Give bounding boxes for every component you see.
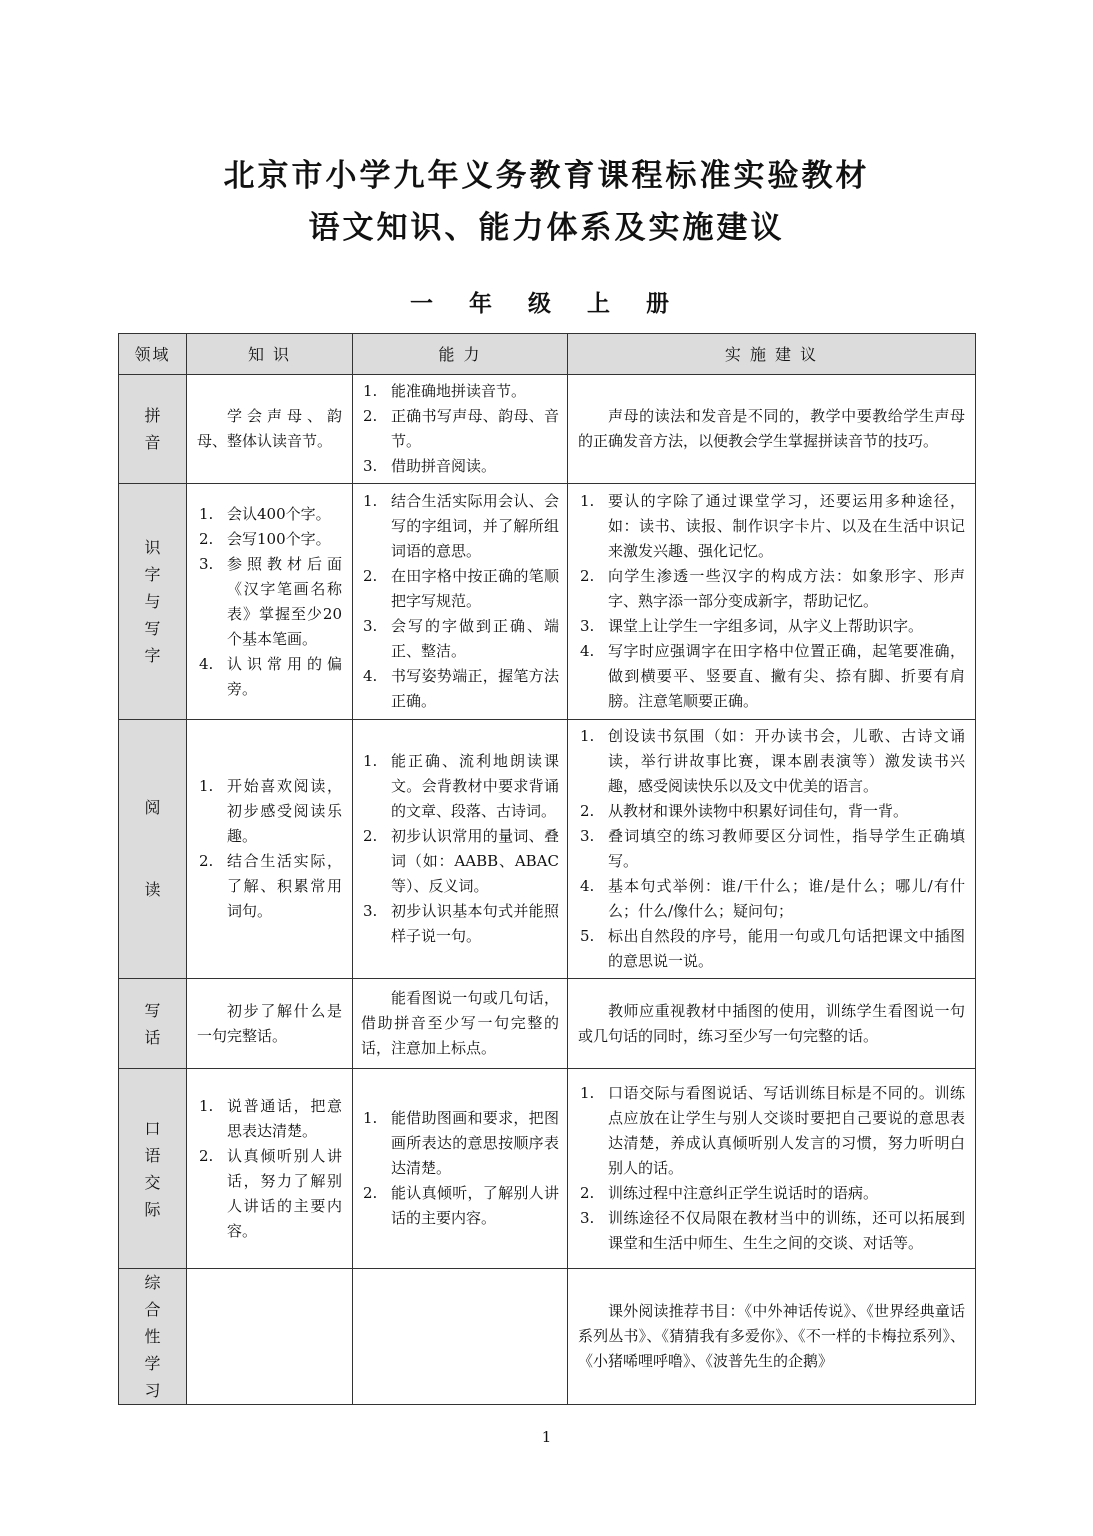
list-item-number: 4. — [580, 877, 595, 895]
list-item-number: 1. — [580, 1084, 595, 1102]
list-item-number: 3. — [580, 1209, 595, 1227]
ability-cell — [353, 1269, 568, 1405]
list-item — [361, 614, 559, 664]
list-item-number: 2. — [580, 802, 595, 820]
list-item-number: 1. — [199, 1096, 214, 1115]
list-item-text: 叠词填空的练习教师要区分词性，指导学生正确填写。 — [608, 827, 965, 870]
suggestion-cell — [568, 484, 976, 720]
suggestion-cell — [568, 720, 976, 979]
list-item — [578, 1206, 965, 1256]
list-item-text: 基本句式举例：谁/干什么；谁/是什么；哪儿/有什么；什么/像什么；疑问句； — [608, 877, 965, 920]
list-item-number: 2. — [363, 827, 378, 845]
list-item-number: 2. — [363, 407, 378, 425]
list-item-text: 初步认识常用的量词、叠词（如：AABB、ABAC等）、反义词。 — [391, 827, 559, 895]
list-item — [197, 552, 342, 652]
list-item-text: 训练途径不仅局限在教材当中的训练，还可以拓展到课堂和生活中师生、生生之间的交谈、对话等。 — [608, 1209, 965, 1252]
list-item-number: 2. — [363, 1184, 378, 1202]
list-item-number: 1. — [363, 752, 378, 770]
list-item-text: 会写100个字。 — [227, 529, 331, 548]
domain-label: 口语交际 — [144, 1118, 161, 1219]
domain-cell — [119, 979, 187, 1069]
numbered-list — [197, 1094, 342, 1244]
list-item — [578, 924, 965, 974]
header-domain: 领域 — [119, 334, 187, 375]
cell-paragraph: 能看图说一句或几句话，借助拼音至少写一句完整的话，注意加上标点。 — [361, 989, 559, 1057]
list-item — [578, 639, 965, 714]
list-item-number: 3. — [580, 617, 595, 635]
list-item-text: 借助拼音阅读。 — [391, 457, 497, 475]
numbered-list — [361, 379, 559, 479]
numbered-list — [578, 489, 965, 714]
list-item-number: 2. — [199, 1146, 214, 1165]
header-knowledge: 知 识 — [187, 334, 353, 375]
ability-cell — [353, 484, 568, 720]
list-item — [361, 749, 559, 824]
list-item-number: 2. — [580, 1184, 595, 1202]
list-item — [361, 454, 559, 479]
numbered-list — [361, 749, 559, 949]
numbered-list — [197, 502, 342, 702]
header-suggestion: 实 施 建 议 — [568, 334, 976, 375]
list-item-number: 1. — [363, 492, 378, 510]
list-item — [361, 664, 559, 714]
list-item-number: 2. — [199, 529, 214, 548]
list-item-number: 1. — [199, 777, 214, 795]
suggestion-cell — [568, 375, 976, 484]
cell-paragraph: 学会声母、韵母、整体认读音节。 — [197, 407, 342, 450]
suggestion-cell — [568, 1269, 976, 1405]
list-item — [361, 489, 559, 564]
domain-cell — [119, 375, 187, 484]
cell-paragraph: 教师应重视教材中插图的使用，训练学生看图说一句或几句话的同时，练习至少写一句完整的话。 — [578, 1001, 965, 1045]
list-item-number: 2. — [580, 567, 595, 585]
table-row — [119, 484, 976, 720]
list-item-number: 4. — [199, 654, 214, 673]
list-item-text: 书写姿势端正，握笔方法正确。 — [391, 667, 559, 710]
list-item-text: 写字时应强调字在田字格中位置正确，起笔要准确，做到横要平、竖要直、撇有尖、捺有脚、折要有肩膀。注意笔顺要正确。 — [608, 642, 965, 710]
list-item-text: 创设读书氛围（如：开办读书会，儿歌、古诗文诵读，举行讲故事比赛，课本剧表演等）激发读书兴趣，感受阅读快乐以及文中优美的语言。 — [608, 727, 965, 795]
list-item — [197, 652, 342, 702]
knowledge-cell — [187, 1269, 353, 1405]
domain-label: 综合性学习 — [144, 1273, 161, 1400]
list-item — [361, 404, 559, 454]
knowledge-cell — [187, 720, 353, 979]
list-item-number: 2. — [363, 567, 378, 585]
domain-label: 识字与写字 — [144, 538, 161, 665]
suggestion-cell — [568, 979, 976, 1069]
ability-cell — [353, 979, 568, 1069]
list-item — [197, 1144, 342, 1244]
header-ability: 能 力 — [353, 334, 568, 375]
list-item-number: 3. — [363, 457, 378, 475]
knowledge-cell — [187, 1069, 353, 1269]
list-item-number: 4. — [363, 667, 378, 685]
document-title-line2: 语文知识、能力体系及实施建议 — [308, 210, 785, 246]
numbered-list — [361, 489, 559, 714]
cell-paragraph: 初步了解什么是一句完整话。 — [197, 1001, 342, 1045]
list-item-text: 在田字格中按正确的笔顺把字写规范。 — [391, 567, 559, 610]
list-item-text: 能借助图画和要求，把图画所表达的意思按顺序表达清楚。 — [391, 1109, 559, 1177]
list-item-text: 要认的字除了通过课堂学习，还要运用多种途径，如：读书、读报、制作识字卡片、以及在生活中识记来激发兴趣、强化记忆。 — [608, 492, 965, 560]
list-item-number: 3. — [199, 554, 214, 573]
ability-cell — [353, 375, 568, 484]
list-item — [197, 774, 342, 849]
list-item-text: 能认真倾听，了解别人讲话的主要内容。 — [391, 1184, 559, 1227]
table-row — [119, 720, 976, 979]
list-item-text: 口语交际与看图说话、写话训练目标是不同的。训练点应放在让学生与别人交谈时要把自己要说的意思表达清楚，养成认真倾听别人发言的习惯，努力听明白别人的话。 — [608, 1084, 965, 1177]
list-item — [578, 614, 965, 639]
list-item-number: 5. — [580, 927, 595, 945]
list-item — [361, 1106, 559, 1181]
domain-label: 阅读 — [144, 798, 161, 899]
list-item — [578, 1081, 965, 1181]
list-item-number: 3. — [363, 617, 378, 635]
list-item-text: 能准确地拼读音节。 — [391, 382, 527, 400]
list-item — [197, 527, 342, 552]
list-item-number: 2. — [199, 852, 214, 870]
knowledge-cell — [187, 375, 353, 484]
list-item — [578, 1181, 965, 1206]
list-item-number: 1. — [363, 1109, 378, 1127]
numbered-list — [578, 724, 965, 974]
table-row — [119, 375, 976, 484]
document-subtitle: 一 年 级 上 册 — [409, 290, 684, 317]
list-item — [578, 564, 965, 614]
list-item-text: 结合生活实际用会认、会写的字组词，并了解所组词语的意思。 — [391, 492, 559, 560]
table-row — [119, 1269, 976, 1405]
list-item-number: 1. — [363, 382, 378, 400]
page-number: 1 — [541, 1428, 552, 1446]
list-item — [361, 564, 559, 614]
cell-paragraph: 课外阅读推荐书目：《中外神话传说》、《世界经典童话系列丛书》、《猜猜我有多爱你》、《不一样的卡梅拉系列》、《小猪唏哩呼噜》、《波普先生的企鹅》 — [578, 1302, 965, 1370]
list-item-text: 会认400个字。 — [227, 504, 331, 523]
ability-cell — [353, 720, 568, 979]
list-item — [578, 724, 965, 799]
list-item — [578, 799, 965, 824]
knowledge-cell — [187, 979, 353, 1069]
list-item-text: 从教材和课外读物中积累好词佳句，背一背。 — [608, 802, 909, 820]
list-item-text: 训练过程中注意纠正学生说话时的语病。 — [608, 1184, 879, 1202]
list-item — [361, 1181, 559, 1231]
list-item-text: 开始喜欢阅读，初步感受阅读乐趣。 — [227, 777, 342, 845]
list-item-number: 1. — [199, 504, 214, 523]
domain-cell — [119, 720, 187, 979]
list-item — [361, 824, 559, 899]
cell-paragraph: 声母的读法和发音是不同的，教学中要教给学生声母的正确发音方法，以便教会学生掌握拼读音节的技巧。 — [578, 407, 965, 450]
list-item-text: 结合生活实际，了解、积累常用词句。 — [227, 852, 342, 920]
list-item — [578, 489, 965, 564]
numbered-list — [578, 1081, 965, 1256]
list-item — [578, 874, 965, 924]
domain-cell — [119, 1069, 187, 1269]
document-title-line1: 北京市小学九年义务教育课程标准实验教材 — [223, 158, 870, 194]
list-item-text: 向学生渗透一些汉字的构成方法：如象形字、形声字、熟字添一部分变成新字，帮助记忆。 — [608, 567, 965, 610]
list-item-number: 4. — [580, 642, 595, 660]
list-item — [197, 502, 342, 527]
domain-cell — [119, 484, 187, 720]
ability-cell — [353, 1069, 568, 1269]
suggestion-cell — [568, 1069, 976, 1269]
domain-label: 写话 — [144, 1000, 161, 1047]
list-item — [197, 849, 342, 924]
list-item — [578, 824, 965, 874]
list-item-text: 会写的字做到正确、端正、整洁。 — [391, 617, 559, 660]
list-item-text: 认识常用的偏旁。 — [227, 654, 342, 698]
list-item-number: 1. — [580, 492, 595, 510]
list-item-number: 1. — [580, 727, 595, 745]
table-row — [119, 1069, 976, 1269]
curriculum-table — [118, 333, 976, 1405]
table-header-row — [119, 334, 976, 375]
knowledge-cell — [187, 484, 353, 720]
list-item-text: 认真倾听别人讲话，努力了解别人讲话的主要内容。 — [227, 1146, 342, 1240]
list-item-text: 参照教材后面《汉字笔画名称表》掌握至少20个基本笔画。 — [227, 554, 342, 648]
list-item — [361, 899, 559, 949]
list-item — [197, 1094, 342, 1144]
list-item-number: 3. — [580, 827, 595, 845]
domain-label: 拼音 — [144, 406, 161, 452]
list-item — [361, 379, 559, 404]
list-item-number: 3. — [363, 902, 378, 920]
list-item-text: 说普通话，把意思表达清楚。 — [227, 1096, 342, 1140]
numbered-list — [361, 1106, 559, 1231]
list-item-text: 标出自然段的序号，能用一句或几句话把课文中插图的意思说一说。 — [608, 927, 965, 970]
list-item-text: 正确书写声母、韵母、音节。 — [391, 407, 559, 450]
list-item-text: 能正确、流利地朗读课文。会背教材中要求背诵的文章、段落、古诗词。 — [391, 752, 559, 820]
numbered-list — [197, 774, 342, 924]
table-row — [119, 979, 976, 1069]
list-item-text: 课堂上让学生一字组多词，从字义上帮助识字。 — [608, 617, 924, 635]
domain-cell — [119, 1269, 187, 1405]
list-item-text: 初步认识基本句式并能照样子说一句。 — [391, 902, 559, 945]
